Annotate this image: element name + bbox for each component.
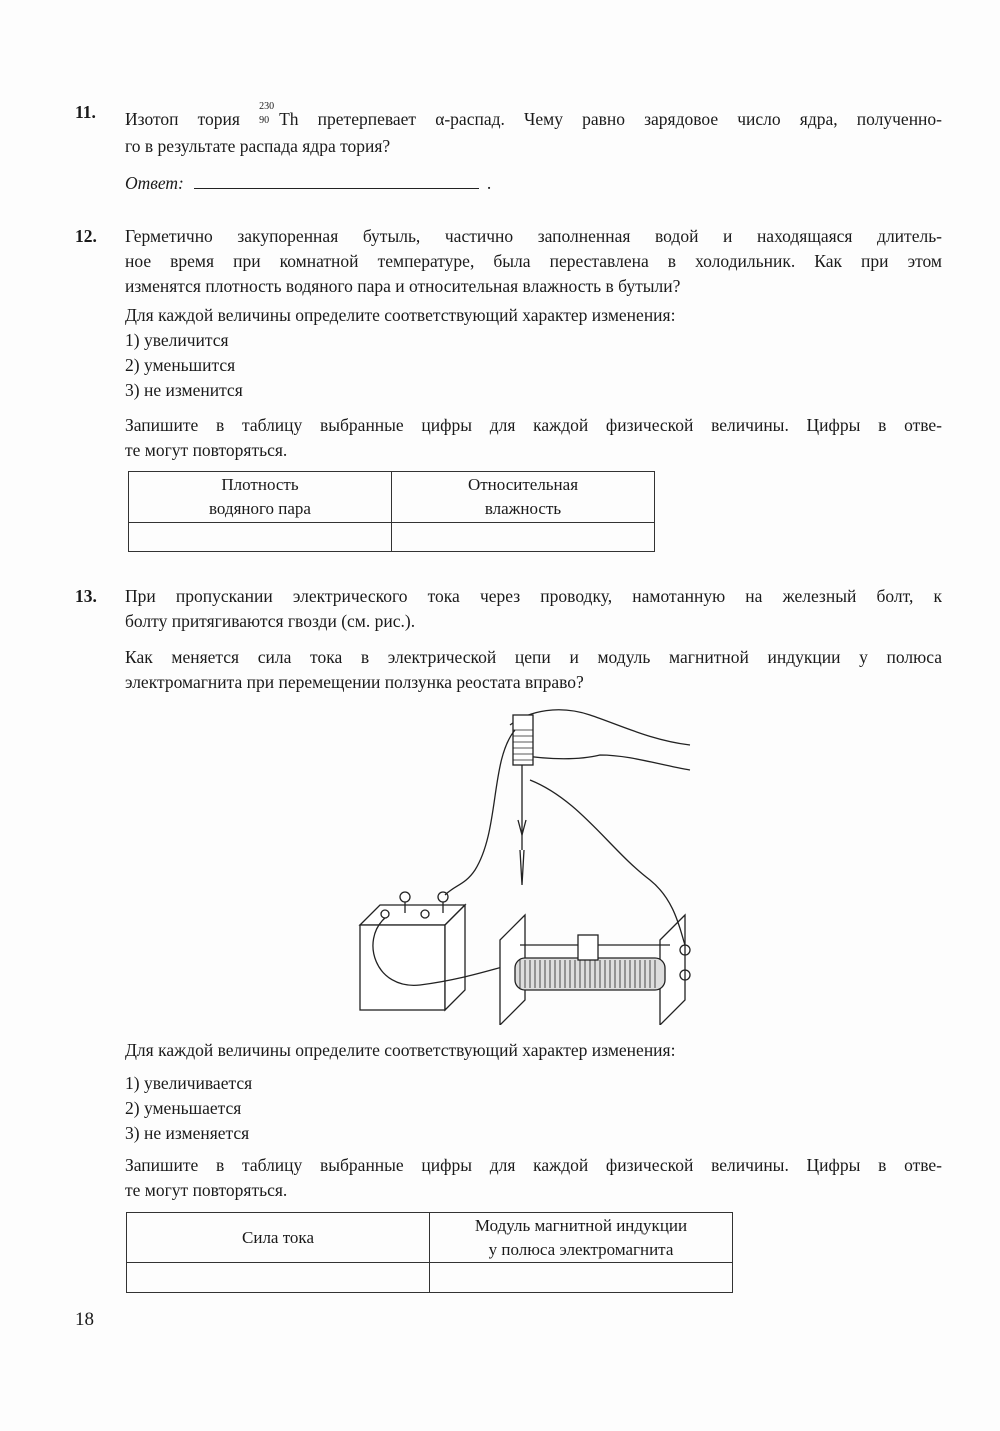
q12-answer-cell-density[interactable] xyxy=(129,523,392,552)
isotope-symbol: Th xyxy=(279,109,299,129)
header-line: Модуль магнитной индукции xyxy=(474,1215,688,1235)
q13-instruction: Для каждой величины определите соответствующий характер изменения: xyxy=(125,1040,676,1060)
q12-option: 2) уменьшится xyxy=(125,355,236,375)
q13-option: 1) увеличивается xyxy=(125,1073,253,1093)
answer-end: . xyxy=(486,173,492,193)
q12-answer-cell-humidity[interactable] xyxy=(392,523,655,552)
isotope-notation xyxy=(259,101,279,126)
q13-option: 3) не изменяется xyxy=(125,1123,250,1143)
q12-option: 3) не изменится xyxy=(125,380,243,400)
hand-with-bolt xyxy=(445,710,690,945)
q11-text-post: претерпевает α-распад. Чему равно зарядовое число ядра, полученно- xyxy=(317,109,942,129)
q13-line: болту притягиваются гвозди (см. рис.). xyxy=(125,611,416,631)
q13-answer-cell-current[interactable] xyxy=(127,1263,430,1293)
q13-answer-cell-induction[interactable] xyxy=(430,1263,733,1293)
q13-option: 2) уменьшается xyxy=(125,1098,242,1118)
q12-line: ное время при комнатной температуре, была переставлена в холодильник. Как при этом xyxy=(125,251,942,271)
question-13-number: 13. xyxy=(75,586,97,606)
q13-answer-table xyxy=(126,1212,733,1293)
rheostat xyxy=(500,915,690,1025)
electromagnet-circuit-figure xyxy=(350,700,730,1025)
q13-table-note: Запишите в таблицу выбранные цифры для каждой физической величины. Цифры в отве- xyxy=(125,1155,942,1175)
q13-header-induction xyxy=(430,1213,733,1263)
q13-table-note: те могут повторяться. xyxy=(125,1180,288,1200)
question-11-text-line1 xyxy=(125,102,942,130)
q12-answer-table xyxy=(128,471,655,552)
header-line: Относительная xyxy=(467,475,579,494)
q12-line: Герметично закупоренная бутыль, частично заполненная водой и находящаяся длитель- xyxy=(125,226,942,246)
q13-question: Как меняется сила тока в электрической цепи и модуль магнитной индукции у полюса xyxy=(125,647,942,667)
q12-table-note: те могут повторяться. xyxy=(125,440,288,460)
q11-text-pre: Изотоп тория xyxy=(125,109,240,129)
q12-option: 1) увеличится xyxy=(125,330,229,350)
header-line: у полюса электромагнита xyxy=(488,1239,674,1259)
answer-input[interactable] xyxy=(194,172,479,189)
isotope-charge: 90 xyxy=(259,115,270,126)
question-12-number: 12. xyxy=(75,226,97,246)
header-line: Плотность xyxy=(221,475,299,494)
header-line: Сила тока xyxy=(242,1227,314,1247)
page-number: 18 xyxy=(75,1309,94,1330)
battery xyxy=(360,892,510,1010)
answer-label: Ответ: xyxy=(125,173,184,193)
q12-instruction: Для каждой величины определите соответствующий характер изменения: xyxy=(125,305,676,325)
q13-question: электромагнита при перемещении ползунка реостата вправо? xyxy=(125,672,584,692)
question-11-number: 11. xyxy=(75,102,96,122)
q12-table-note: Запишите в таблицу выбранные цифры для каждой физической величины. Цифры в отве- xyxy=(125,415,942,435)
q12-line: изменятся плотность водяного пара и относительная влажность в бутыли? xyxy=(125,276,681,296)
q12-header-density xyxy=(129,472,392,523)
isotope-mass: 230 xyxy=(259,101,275,112)
q13-line: При пропускании электрического тока через проводку, намотанную на железный болт, к xyxy=(125,586,942,606)
header-line: водяного пара xyxy=(209,499,311,518)
q12-header-humidity xyxy=(392,472,655,523)
header-line: влажность xyxy=(484,499,562,518)
question-11-text-line2: го в результате распада ядра тория? xyxy=(125,136,391,156)
q13-header-current xyxy=(127,1213,430,1263)
answer-row xyxy=(125,172,942,194)
